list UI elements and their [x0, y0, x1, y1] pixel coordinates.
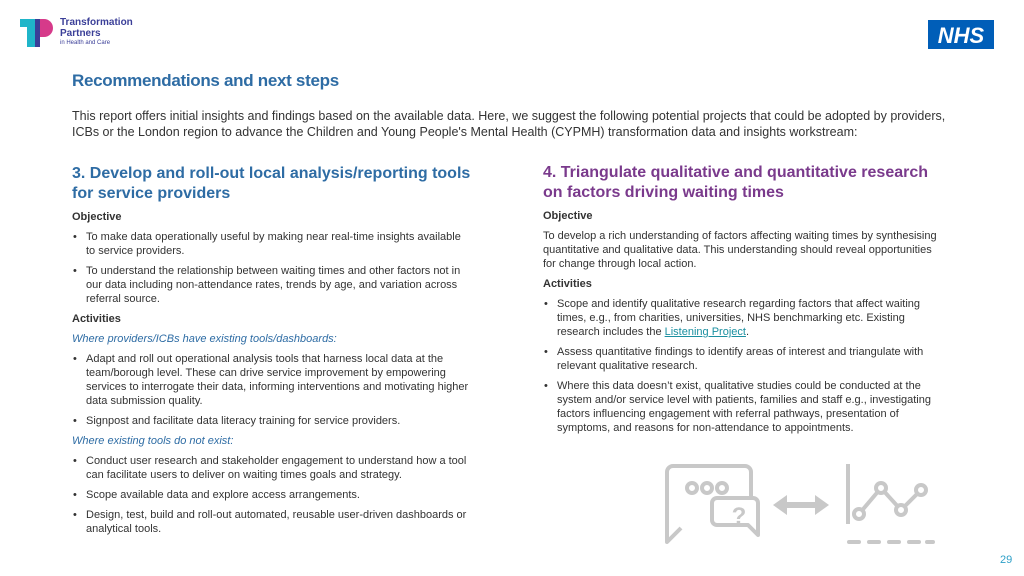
- nhs-logo: [928, 20, 994, 49]
- right-activities-label: Activities: [543, 278, 592, 290]
- list-item: • Signpost and facilitate data literacy training for service providers.: [72, 414, 472, 428]
- right-column: [543, 164, 943, 441]
- page-number: 29: [1000, 554, 1013, 566]
- brand-line1: Transformation: [60, 17, 133, 28]
- list-item: • Adapt and roll out operational analysis tools that harness local data at the team/borough level. These can drive service improvement by empowering services to interrogate their data, informing interventions and motivating higher data submission quality.: [72, 352, 472, 408]
- activity1-text: Scope and identify qualitative research regarding factors that affect waiting times, e.g., from charities, universities, NHS benchmarking etc. Existing research includes the: [557, 298, 921, 338]
- question-bubble-icon: [712, 498, 758, 535]
- line-chart-icon: [848, 464, 926, 524]
- left-objective-label: Objective: [72, 211, 122, 223]
- nhs-logo-text: NHS: [937, 23, 985, 48]
- intro-text: This report offers initial insights and findings based on the available data. Here, we suggest the following potential projects that could be adopted by providers, ICBs or the London region to advance the Children and Young People's Mental Health (CYPMH) transformation data and insights workstream:: [72, 109, 946, 139]
- existing-tools-label: Where providers/ICBs have existing tools/dashboards:: [72, 333, 337, 345]
- list-item: • Where this data doesn’t exist, qualitative studies could be conducted at the system and/or service level with patients, families and staff e.g., investigating factors influencing engagement with referral pathways, presentation of symptoms, and reasons for non-attendance to appointments.: [543, 379, 943, 435]
- page-title: Recommendations and next steps: [72, 71, 339, 90]
- list-item: • Assess quantitative findings to identify areas of interest and triangulate with relevant qualitative research.: [543, 345, 943, 373]
- research-graphic: [665, 462, 940, 552]
- tp-logo-icon: [20, 17, 56, 49]
- no-tools-label: Where existing tools do not exist:: [72, 435, 234, 447]
- right-heading: 4. Triangulate qualitative and quantitative research on factors driving waiting times: [543, 164, 929, 201]
- left-objectives-list: [72, 230, 472, 306]
- list-item: • To make data operationally useful by making near real-time insights available to service providers.: [72, 230, 472, 258]
- list-item: • Scope available data and explore access arrangements.: [72, 488, 472, 502]
- no-tools-list: [72, 454, 472, 536]
- left-column: [72, 164, 472, 542]
- list-item: • Conduct user research and stakeholder engagement to understand how a tool can facilitate users to deliver on waiting times goals and strategy.: [72, 454, 472, 482]
- left-activities-label: Activities: [72, 313, 121, 325]
- activity1-end: .: [745, 326, 750, 338]
- right-activities-list: [543, 297, 943, 435]
- listening-project-link[interactable]: Listening Project: [664, 326, 746, 338]
- brand-line3: in Health and Care: [60, 40, 111, 46]
- right-objective-text: To develop a rich understanding of factors affecting waiting times by synthesising quantitative and qualitative data. This understanding should reveal opportunities for change through local action.: [543, 230, 937, 270]
- tp-logo: [20, 17, 133, 49]
- left-heading: 3. Develop and roll-out local analysis/reporting tools for service providers: [72, 165, 471, 202]
- tp-logo-mark: [20, 17, 56, 49]
- svg-text:?: ?: [731, 503, 747, 530]
- list-item: • Design, test, build and roll-out automated, reusable user-driven dashboards or analytical tools.: [72, 508, 472, 536]
- brand-line2: Partners: [60, 28, 101, 39]
- list-item: [543, 297, 943, 339]
- existing-tools-list: [72, 352, 472, 428]
- right-objective-label: Objective: [543, 210, 593, 222]
- list-item: • To understand the relationship between waiting times and other factors not in our data including non-attendance rates, trends by age, and variation across referral source.: [72, 264, 472, 306]
- double-arrow-icon: [773, 495, 829, 515]
